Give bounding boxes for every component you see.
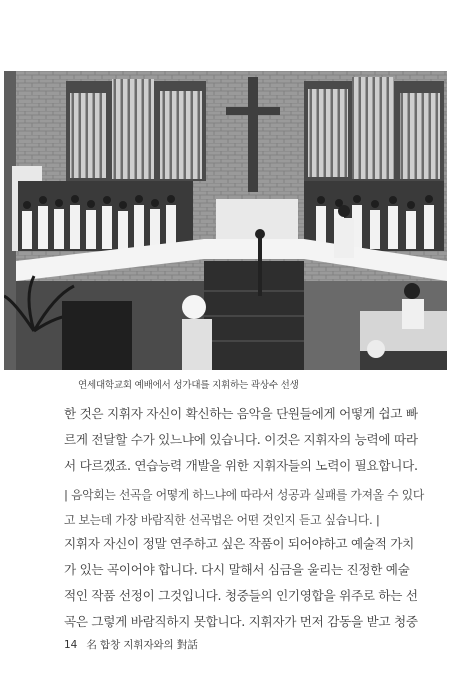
interview-question: [64, 483, 434, 533]
page-number: 14: [64, 639, 78, 651]
text-line: | 음악회는 선곡을 어떻게 하느냐에 따라서 성공과 실패를 가져올 수 있다: [64, 488, 424, 502]
body-paragraph-2: [64, 531, 434, 635]
text-line: 적인 작품 선정이 그것입니다. 청중들의 인기영합을 위주로 하는 선: [64, 588, 418, 603]
book-title: 名 합창 지휘자와의 對話: [86, 639, 198, 651]
text-line: 지휘자 자신이 정말 연주하고 싶은 작품이 되어야하고 예술적 가치: [64, 536, 414, 551]
text-line: 서 다르겠죠. 연습능력 개발을 위한 지휘자들의 노력이 필요합니다.: [64, 458, 418, 473]
text-line: 한 것은 지휘자 자신이 확신하는 음악을 단원들에게 어떻게 쉽고 빠: [64, 406, 418, 421]
page-footer: [64, 637, 198, 652]
text-line: 고 보는데 가장 바람직한 선곡법은 어떤 것인지 듣고 싶습니다. |: [64, 513, 380, 527]
choir-photo: [4, 71, 447, 370]
body-paragraph-1: [64, 401, 434, 479]
text-line: 르게 전달할 수가 있느냐에 있습니다. 이것은 지휘자의 능력에 따라: [64, 432, 418, 447]
text-line: 곡은 그렇게 바람직하지 못합니다. 지휘자가 먼저 감동을 받고 청중: [64, 614, 418, 629]
text-line: 가 있는 곡이어야 합니다. 다시 말해서 심금을 울리는 진정한 예술: [64, 562, 410, 577]
photo-caption: 연세대학교회 예배에서 성가대를 지휘하는 곽상수 선생: [78, 380, 299, 391]
